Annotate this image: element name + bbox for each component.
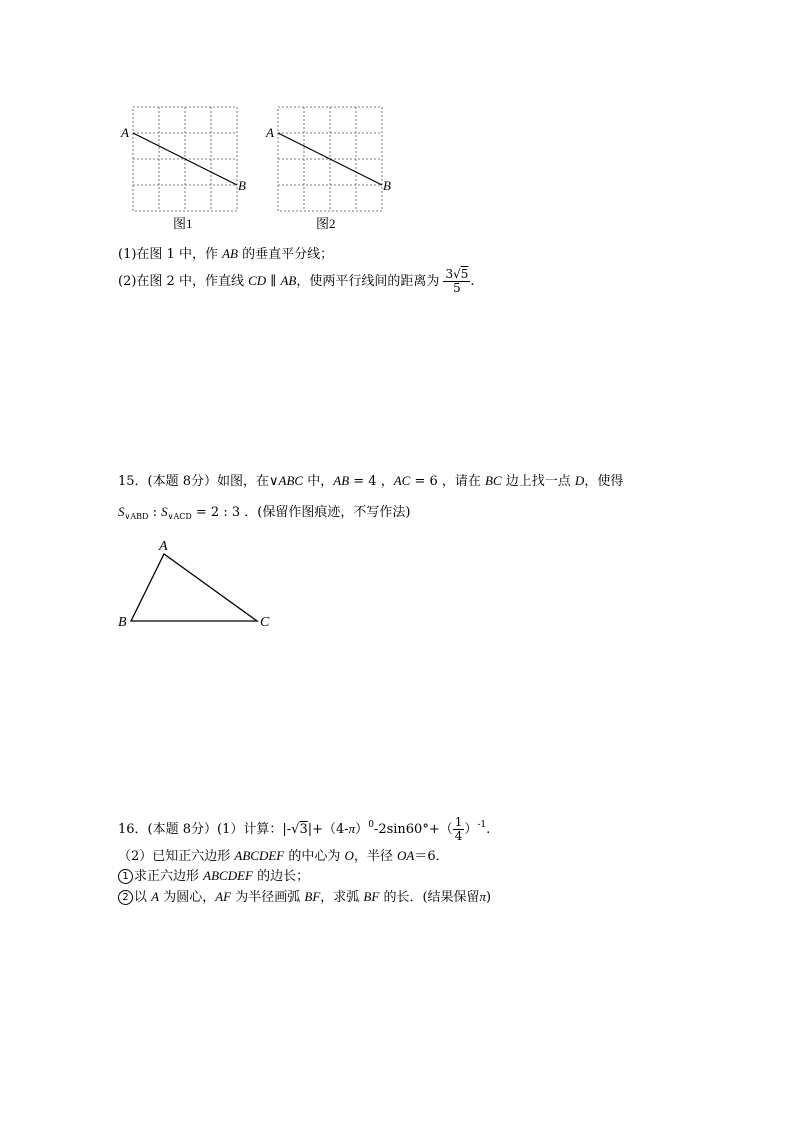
vertex-c-label: C bbox=[260, 615, 270, 630]
vertex-b-label: B bbox=[118, 615, 127, 630]
distance-fraction: $\frac{3√5}{5}$ bbox=[445, 267, 469, 296]
q14-part-2: (2)在图 2 中，作直线 CD ∥ AB，使两平行线间的距离为 $\frac{3√5}{5}$ . bbox=[118, 267, 475, 296]
vertex-a-label: A bbox=[159, 539, 168, 554]
q16-line-4: 2 以 A 为圆心，AF 为半径画弧 BF，求弧 BF 的长．(结果保留π) bbox=[118, 890, 491, 905]
q16-line-3: 1 求正六边形 ABCDEF 的边长； bbox=[118, 869, 309, 884]
point-a-label: A bbox=[266, 125, 274, 140]
circled-one-marker: 1 bbox=[118, 869, 133, 884]
triangle-abc-figure bbox=[112, 534, 282, 634]
q16-line-2: （2）已知正六边形 ABCDEF 的中心为 O，半径 OA＝6． bbox=[118, 848, 449, 864]
grid-figure-2 bbox=[263, 100, 398, 232]
point-a-label: A bbox=[121, 125, 129, 140]
q14-part-1: (1)在图 1 中，作 AB 的垂直平分线； bbox=[118, 246, 334, 262]
q16-line-1: 16．(本题 8分）(1）计算：$|-√3|+(4-\pi)^0-2\sin 60^\circ+$（ $\frac{1}{4}$ ）$^{-1}$. bbox=[118, 814, 491, 843]
q15-line-1: 15．(本题 8分）如图，在∨ABC 中，AB = 4 ，AC = 6 ，请在 BC 边上找一点 D，使得 bbox=[118, 473, 624, 489]
triangle-abc bbox=[131, 554, 257, 621]
figure-caption: 图1 bbox=[173, 216, 193, 231]
point-b-label: B bbox=[383, 178, 391, 193]
q15-line-2: $S_{\vee ABD}$ : $S_{\vee ACD} = 2$ : 3 ．(保留作图痕迹，不写作法) bbox=[118, 504, 411, 521]
figure-caption: 图2 bbox=[316, 216, 336, 231]
point-b-label: B bbox=[238, 178, 246, 193]
quarter-fraction: $\frac{1}{4}$ bbox=[454, 814, 463, 843]
circled-two-marker: 2 bbox=[118, 890, 133, 905]
grid-figure-1 bbox=[118, 100, 253, 232]
